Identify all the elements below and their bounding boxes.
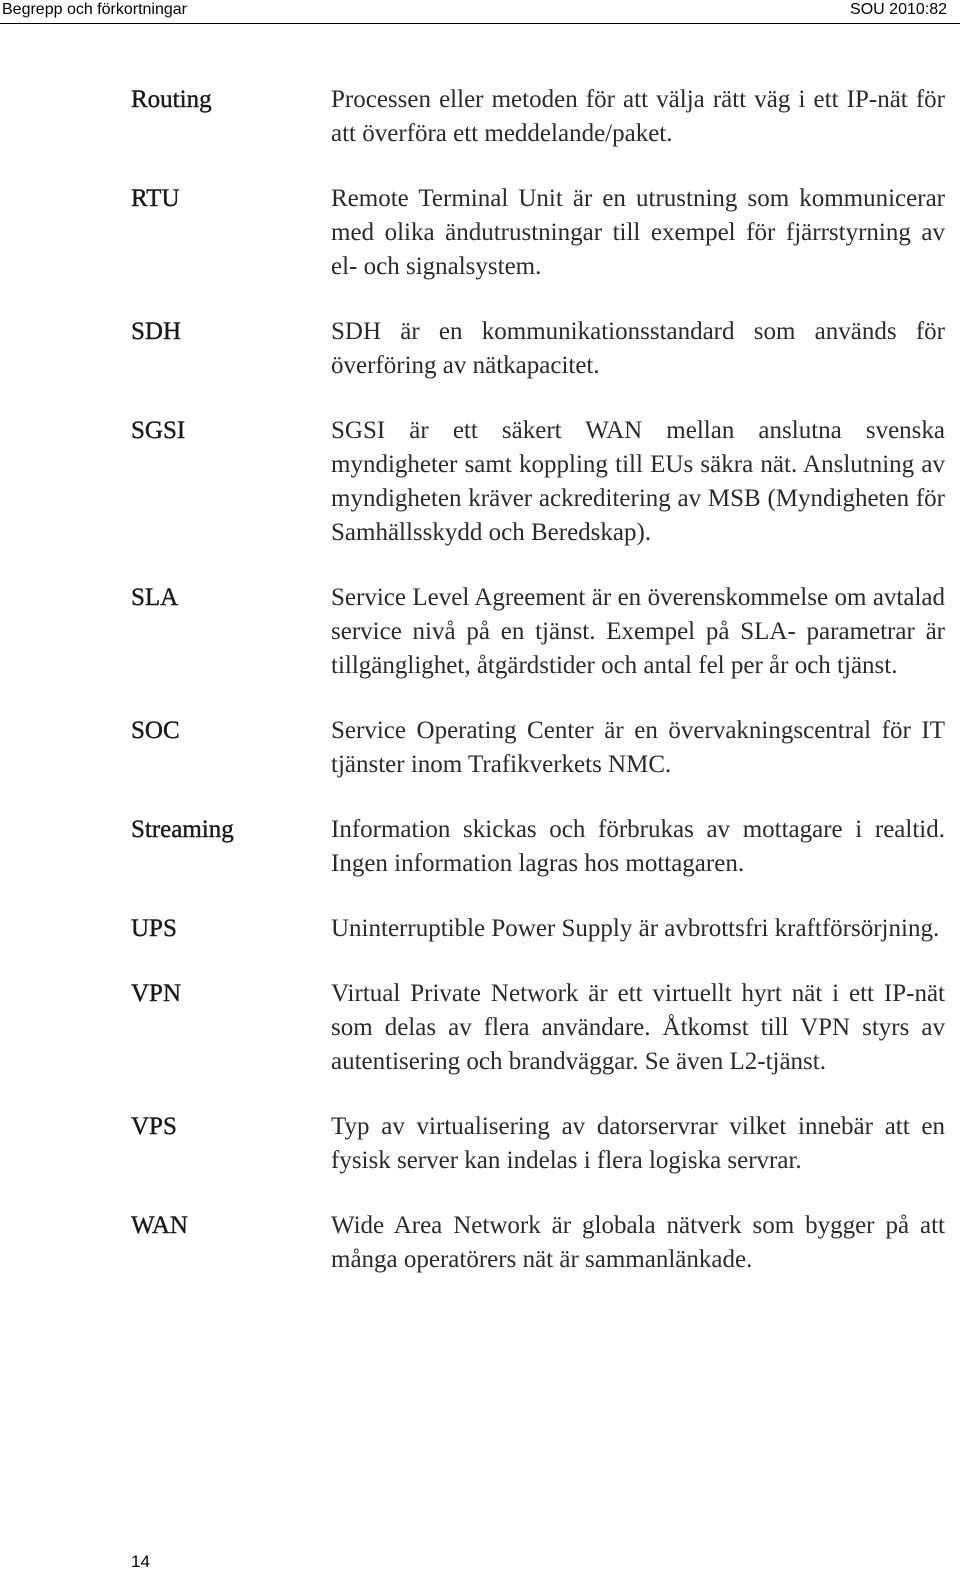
glossary-term: WAN bbox=[131, 1212, 188, 1239]
glossary-definition: Service Level Agreement är en överenskommelse om avtalad service nivå på en tjänst. Exempel på SLA- parametrar är tillgänglighet, åtgärdstider och antal fel per år och tjänst. bbox=[331, 584, 945, 679]
page-number: 14 bbox=[131, 1552, 150, 1571]
glossary-term: Streaming bbox=[131, 816, 234, 843]
glossary-list bbox=[131, 83, 951, 1308]
glossary-definition: Wide Area Network är globala nätverk som bygger på att många operatörers nät är sammanlänkade. bbox=[331, 1212, 945, 1273]
glossary-definition: Information skickas och förbrukas av mottagare i realtid. Ingen information lagras hos mottagaren. bbox=[331, 816, 945, 877]
header-rule bbox=[0, 23, 960, 24]
glossary-term: VPS bbox=[131, 1113, 177, 1140]
glossary-entry bbox=[131, 315, 951, 383]
glossary-entry bbox=[131, 1110, 951, 1178]
glossary-term: RTU bbox=[131, 185, 180, 212]
glossary-entry bbox=[131, 977, 951, 1079]
running-header-title: Begrepp och förkortningar bbox=[2, 1, 187, 18]
glossary-entry bbox=[131, 912, 951, 946]
glossary-entry bbox=[131, 182, 951, 284]
glossary-definition: SDH är en kommunikationsstandard som används för överföring av nätkapacitet. bbox=[331, 318, 945, 379]
glossary-term: Routing bbox=[131, 86, 212, 113]
glossary-term: SGSI bbox=[131, 417, 186, 444]
glossary-definition: Typ av virtualisering av datorservrar vilket innebär att en fysisk server kan indelas i flera logiska servrar. bbox=[331, 1113, 945, 1174]
glossary-term: SDH bbox=[131, 318, 182, 345]
glossary-entry bbox=[131, 1209, 951, 1277]
glossary-definition: Service Operating Center är en övervakningscentral för IT tjänster inom Trafikverkets NMC. bbox=[331, 717, 945, 778]
glossary-term: SLA bbox=[131, 584, 179, 611]
page-header bbox=[0, 0, 960, 24]
glossary-entry bbox=[131, 581, 951, 683]
glossary-entry bbox=[131, 414, 951, 550]
glossary-term: SOC bbox=[131, 717, 180, 744]
glossary-definition: Remote Terminal Unit är en utrustning som kommunicerar med olika ändutrustningar till exempel för fjärrstyrning av el- och signalsystem. bbox=[331, 185, 945, 280]
glossary-definition: SGSI är ett säkert WAN mellan anslutna svenska myndigheter samt koppling till EUs säkra nät. Anslutning av myndigheten kräver ackreditering av MSB (Myndigheten för Samhällsskydd och Beredskap). bbox=[331, 417, 945, 546]
glossary-entry bbox=[131, 813, 951, 881]
glossary-term: UPS bbox=[131, 915, 177, 942]
glossary-definition: Uninterruptible Power Supply är avbrottsfri kraftförsörjning. bbox=[331, 915, 940, 942]
glossary-term: VPN bbox=[131, 980, 182, 1007]
glossary-entry bbox=[131, 83, 951, 151]
glossary-definition: Virtual Private Network är ett virtuellt hyrt nät i ett IP-nät som delas av flera användare. Åtkomst till VPN styrs av autentisering och brandväggar. Se även L2-tjänst. bbox=[331, 980, 945, 1075]
running-header-report-id: SOU 2010:82 bbox=[850, 1, 947, 18]
glossary-entry bbox=[131, 714, 951, 782]
glossary-definition: Processen eller metoden för att välja rätt väg i ett IP-nät för att överföra ett meddelande/paket. bbox=[331, 86, 945, 147]
